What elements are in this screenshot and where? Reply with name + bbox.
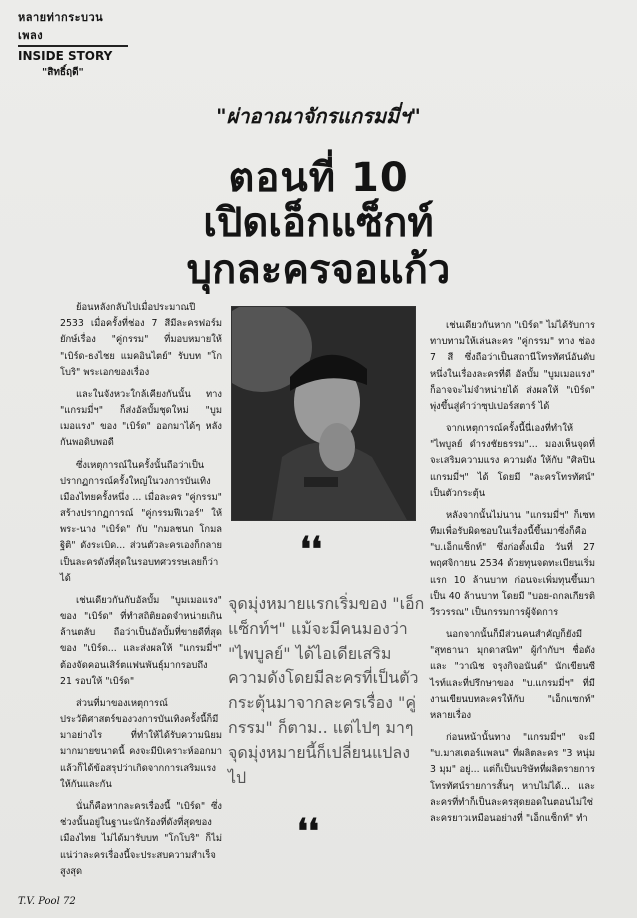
quote-mark-open: ❛❛ [300, 530, 322, 570]
paragraph: เช่นเดียวกันกับอัลบั้ม "บูมเมอแรง" ของ "เบิร์ด" ที่ทำสถิติยอดจำหน่ายเกินล้านตลับ ถือว่าเป็นอัลบั้มที่ขายดีที่สุดของ "เบิร์ด... และส่งผลให้ "แกรมมี่ฯ" ต้องจัดคอนเสิร์ตแฟนพันธุ์มากรอบถึง 21 รอบให้ "เบิร์ด" [60, 594, 222, 687]
paragraph: ย้อนหลังกลับไปเมื่อประมาณปี 2533 เมื่อครั้งที่ช่อง 7 สีมีละครฟอร์มยักษ์เรื่อง "คู่กรรม" ที่มอบหมายให้ "เบิร์ด-ธงไชย แมคอินไตย์" รับบท "โกโบริ" พระเอกของเรื่อง [60, 302, 222, 378]
page-footer: T.V. Pool 72 [18, 896, 76, 907]
paragraph: นั่นก็คือหากละครเรื่องนี้ "เบิร์ด" ซึ่งช่วงนั้นอยู่ในฐานะนักร้องที่ดังที่สุดของเมืองไทย ไม่ได้มารับบท "โกโบริ" ก็ไม่แน่ว่าละครเรื่องนี้จะประสบความสำเร็จสูงสุด [60, 800, 222, 877]
author-byline: "สิทธิ์ฤดี" [42, 67, 84, 78]
headline-kicker: "ผ่าอาณาจักรแกรมมี่ฯ" [216, 104, 421, 128]
paragraph: นอกจากนั้นก็มีส่วนคนสำคัญก็ยังมี "สุทธานา มุกดาสนิท" ผู้กำกับฯ ชื่อดังและ "วาณิช จรุงกิจอนันต์" นักเขียนซีไรท์และที่ปรึกษาของ "บ.แกรมมี่ฯ" ที่มีงานเขียนบทละครให้กับ "เอ็กแซกท์" หลายเรื่อง [430, 629, 595, 721]
portrait-illustration [232, 307, 415, 520]
article-column-right [430, 318, 595, 833]
headline-episode: ตอนที่ 10 [228, 155, 409, 201]
paragraph: ก่อนหน้านั้นทาง "แกรมมี่ฯ" จะมี "บ.มาสเตอร์แพลน" ที่ผลิตละคร "3 หนุ่ม 3 มุม" อยู่... แต่ก็เป็นบริษัทที่ผลิตรายการโทรทัศน์รายการสั้นๆ หาบไม่ได้... และละครที่ทำก็เป็นละครสุดยอดในตอนไม่ใช่ละครยาวเหมือนอย่างที่ "เอ็กแซ็กท์" ทำ [430, 732, 595, 824]
paragraph: หลังจากนั้นไม่นาน "แกรมมี่ฯ" ก็เซททีมเพื่อรับผิดชอบในเรื่องนี้ขึ้นมาซึ่งก็คือ "บ.เอ็กแซ็กท์" ซึ่งก่อตั้งเมื่อ วันที่ 27 พฤศจิกายน 2534 ด้วยทุนจดทะเบียนเริ่มแรก 10 ล้านบาท ก่อนจะเพิ่มทุนขึ้นมาเป็น 40 ล้านบาท โดยมี "บอย-ถกลเกียรติ วีรวรรณ" เป็นกรรมการผู้จัดการ [430, 509, 595, 618]
paragraph: และในจังหวะใกล้เคียงกันนั้น ทาง "แกรมมี่ฯ" ก็ส่งอัลบั้มชุดใหม่ "บูมเมอแรง" ของ "เบิร์ด" ออกมาได้ๆ หลังกันพอดิบพอดี [60, 388, 222, 449]
pull-quote: จุดมุ่งหมายแรกเริ่มของ "เอ็กแซ็กท์ฯ" แม้จะมีคนมองว่า "ไพบูลย์" ได้ไอเดียเสริมความดังโดยมีละครที่เป็นตัวกระตุ้นมาจากละครเรื่อง "คู่กรรม" ก็ตาม.. แต่ไปๆ มาๆ จุดมุ่งหมายนี้ก็เปลี่ยนแปลงไป [228, 594, 425, 787]
paragraph: ซึ่งเหตุการณ์ในครั้งนั้นถือว่าเป็นปรากฏการณ์ครั้งใหญ่ในวงการบันเทิงเมืองไทยครั้งหนึ่ง ... เมื่อละคร "คู่กรรม" สร้างปรากฏการณ์ "คู่กรรมฟีเวอร์" ให้พระ-นาง "เบิร์ด" กับ "กมลชนก โกมลฐิติ" ดังระเบิด... ส่วนตัวละครเองก็กลายเป็นละครดังที่สุดในรอบทศวรรษเลยก็ว่าได้ [60, 459, 222, 584]
section-header [18, 8, 128, 80]
section-title-english: INSIDE STORY [18, 49, 113, 63]
headline-title-line2: บุกละครจอแก้ว [186, 247, 451, 293]
section-title-thai: หลายท่ากระบวนเพลง [18, 8, 128, 47]
paragraph: เช่นเดียวกันหาก "เบิร์ด" ไม่ได้รับการทาบทามให้เล่นละคร "คู่กรรม" ทาง ช่อง 7 สี ซึ่งถือว่าเป็นสถานีโทรทัศน์อันดับหนึ่งในเรื่องละครที่ดี อัลบั้ม "บูมเมอแรง" ก็อาจจะไม่จำหน่ายได้ ส่งผลให้ "เบิร์ด" พุ่งขึ้นสู่คำว่าซุปเปอร์สตาร์ ได้ [430, 320, 595, 412]
portrait-photo [231, 306, 416, 521]
paragraph: จากเหตุการณ์ครั้งนี้นี่เองที่ทำให้ "ไพบูลย์ ดำรงชัยธรรม"... มองเห็นจุดที่จะเสริมความแรง ความดัง ให้กับ "ศิลปินแกรมมี่ฯ" ได้ โดยมี "ละครโทรทัศน์" เป็นตัวกระตุ้น [430, 423, 595, 499]
headline-title-line1: เปิดเอ็กแซ็กท์ [203, 200, 434, 246]
quote-mark-close: ❛❛ [297, 812, 319, 852]
article-column-left [60, 300, 222, 886]
paragraph: ส่วนที่มาของเหตุการณ์ประวัติศาสตร์ของวงการบันเทิงครั้งนี้ก็มีมาอย่างไร ที่ทำให้ได้รับความนิยมมากมายขนาดนี้ คงจะมีบิเคราะห์ออกมาแล้วก็ได้ข้อสรุปว่าเกิดจากการเสริมแรงให้กันและกัน [60, 697, 222, 790]
